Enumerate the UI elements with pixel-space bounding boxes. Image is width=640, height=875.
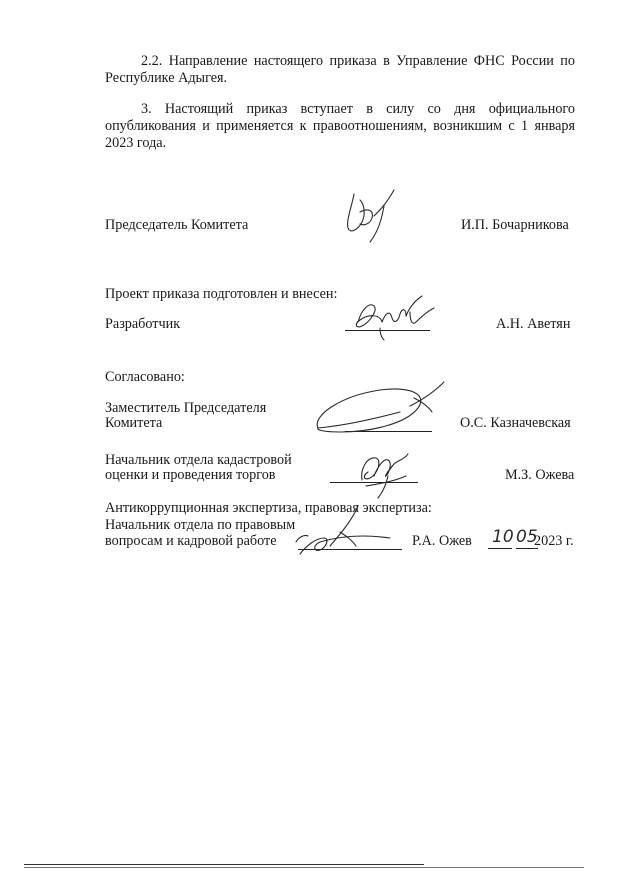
legal-title-line1: Начальник отдела по правовым [105,517,296,533]
approval-date [488,526,588,552]
developer-role: Разработчик [105,316,181,332]
bottom-rule [24,864,424,865]
developer-name: А.Н. Аветян [496,316,571,332]
paragraph-2-2 [105,53,575,87]
paragraph-3 [105,101,575,152]
bottom-rule-thin [24,867,584,868]
paragraph-2-2-text: 2.2. Направление настоящего приказа в Управление ФНС России по Республике Адыгея. [105,53,575,86]
date-day-line [488,548,512,549]
prepared-heading: Проект приказа подготовлен и внесен: [105,286,338,302]
cadastral-name: М.З. Ожева [505,467,575,483]
deputy-title-line1: Заместитель Председателя [105,400,267,416]
deputy-title-line2: Комитета [105,415,163,431]
legal-title-line2: вопросам и кадровой работе [105,533,277,549]
deputy-name: О.С. Казначевская [460,415,571,431]
deputy-signature [310,376,470,440]
paragraph-3-text: 3. Настоящий приказ вступает в силу со дня официального опубликования и применяется к правоотношениям, возникшим с 1 января 2023 года. [105,101,575,151]
date-month: 05 [516,527,538,547]
cadastral-signature [348,446,418,502]
chairman-title: Председатель Комитета [105,217,249,233]
date-suffix: 2023 г. [534,533,574,549]
legal-name: Р.А. Ожев [412,533,472,549]
cadastral-title-line1: Начальник отдела кадастровой [105,452,292,468]
legal-signature [290,502,410,562]
developer-signature [340,292,440,342]
date-day: 10 [492,527,514,547]
agreed-heading: Согласовано: [105,369,185,385]
cadastral-title-line2: оценки и проведения торгов [105,467,276,483]
expertise-heading: Антикоррупционная экспертиза, правовая экспертиза: [105,500,432,516]
chairman-name: И.П. Бочарникова [461,217,569,233]
chairman-signature [340,186,400,246]
